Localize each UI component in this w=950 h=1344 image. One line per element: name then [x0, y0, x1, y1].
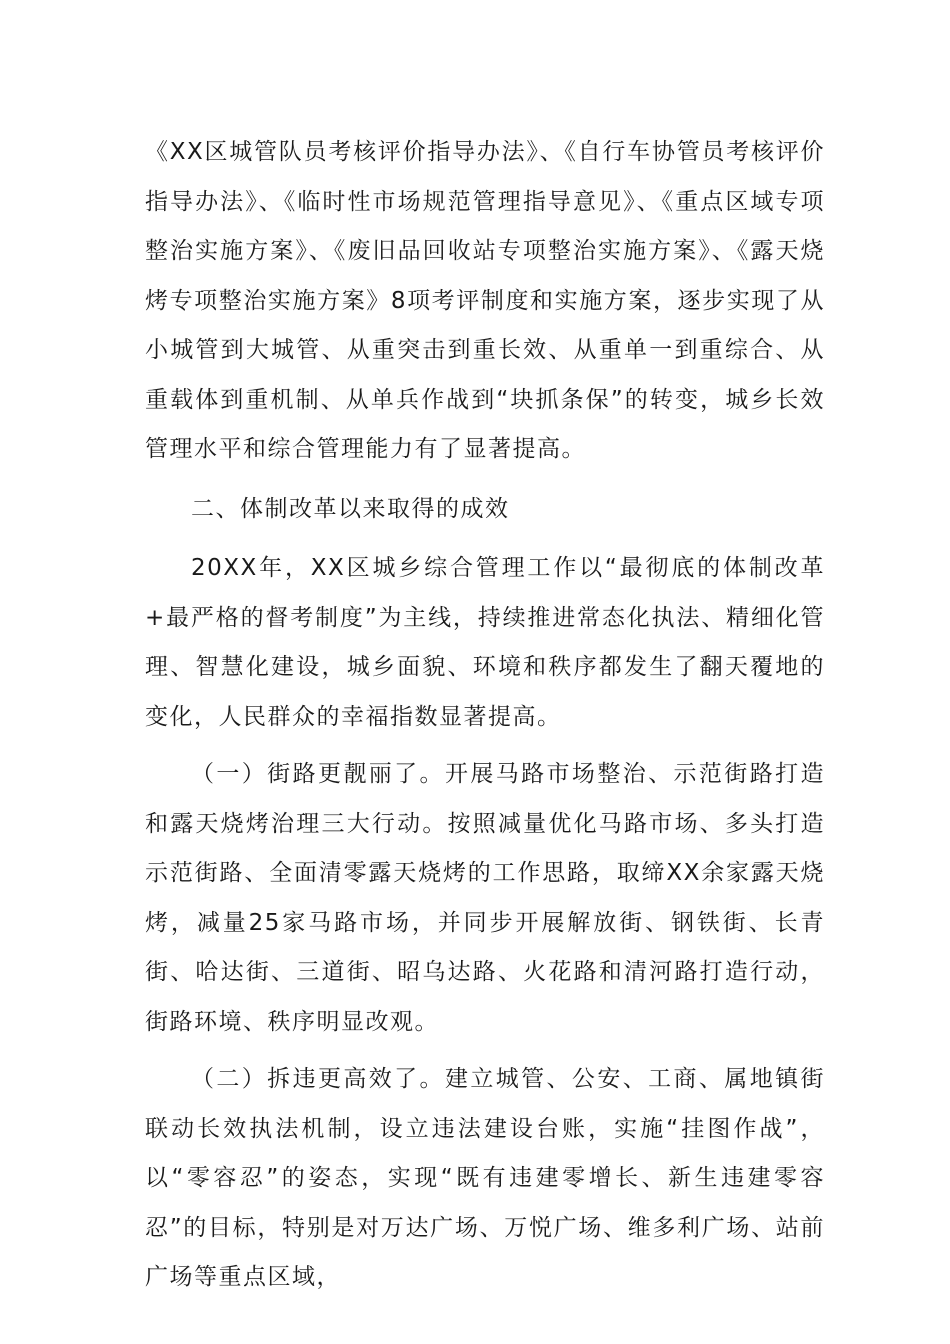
paragraph-continuation: 《XX区城管队员考核评价指导办法》、《自行车协管员考核评价指导办法》、《临时性市场规范管理指导意见》、《重点区域专项整治实施方案》、《废旧品回收站专项整治实施方案》、《露天烧烤专项整治实施方案》8项考评制度和实施方案，逐步实现了从小城管到大城管、从重突击到重长效、从重单一到重综合、从重载体到重机制、从单兵作战到“块抓条保”的转变，城乡长效管理水平和综合管理能力有了显著提高。: [145, 139, 825, 462]
paragraph-overview: 20XX年，XX区城乡综合管理工作以“最彻底的体制改革+最严格的督考制度”为主线，持续推进常态化执法、精细化管理、智慧化建设，城乡面貌、环境和秩序都发生了翻天覆地的变化，人民群众的幸福指数显著提高。: [145, 555, 825, 730]
document-body: [145, 128, 825, 1303]
paragraph-streets: （一）街路更靓丽了。开展马路市场整治、示范街路打造和露天烧烤治理三大行动。按照减量优化马路市场、多头打造示范街路、全面清零露天烧烤的工作思路，取缔XX余家露天烧烤，减量25家马路市场，并同步开展解放街、钢铁街、长青街、哈达街、三道街、昭乌达路、火花路和清河路打造行动，街路环境、秩序明显改观。: [145, 761, 825, 1035]
paragraph-demolition: （二）拆违更高效了。建立城管、公安、工商、属地镇街联动长效执法机制，设立违法建设台账，实施“挂图作战”，以“零容忍”的姿态，实现“既有违建零增长、新生违建零容忍”的目标，特别是对万达广场、万悦广场、维多利广场、站前广场等重点区域，: [145, 1066, 825, 1290]
section-heading: 二、体制改革以来取得的成效: [191, 495, 510, 522]
